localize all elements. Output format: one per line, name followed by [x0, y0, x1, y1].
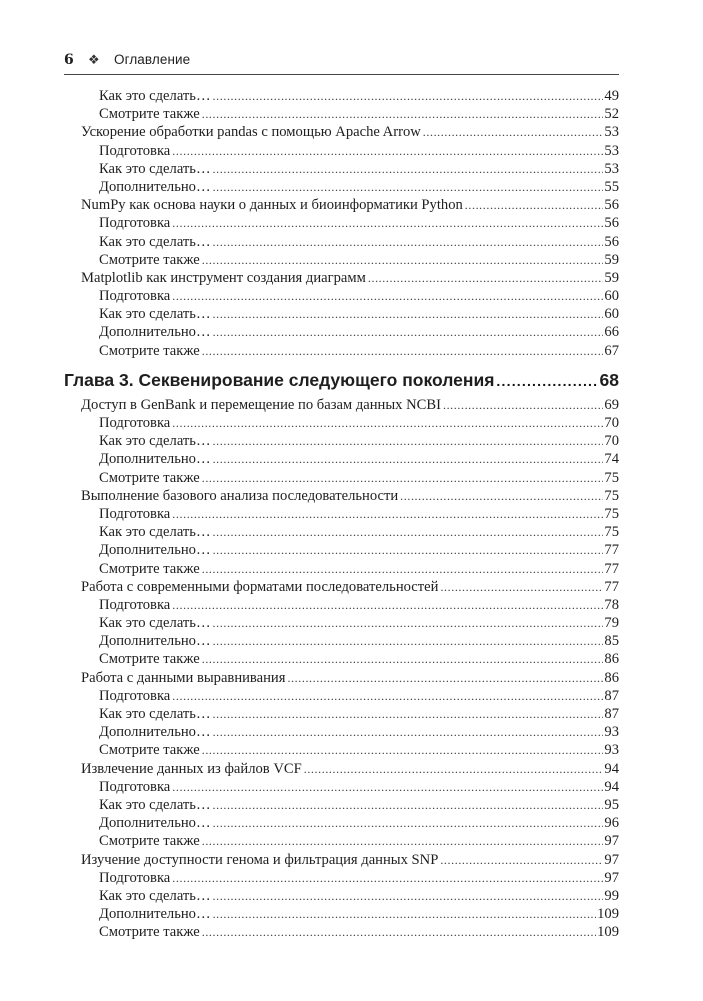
toc-entry-label: Подготовка — [99, 215, 171, 232]
toc-entry-label: Смотрите также — [99, 742, 200, 759]
toc-section-entry[interactable] — [64, 760, 619, 778]
toc-entry-label: Подготовка — [99, 415, 171, 431]
toc-subsection-entry[interactable] — [64, 251, 619, 269]
toc-subsection-entry[interactable] — [64, 142, 619, 160]
toc-entry-page: 85 — [604, 633, 619, 650]
toc-entry-label: Работа с данными выравнивания — [81, 669, 286, 686]
toc-subsection-entry[interactable] — [64, 905, 619, 923]
toc-entry-page: 87 — [604, 687, 619, 704]
toc-entry-page: 52 — [604, 106, 619, 123]
dot-leader — [172, 596, 603, 614]
toc-entry-label: Как это сделать… — [99, 796, 211, 813]
toc-entry-label: Как это сделать… — [99, 88, 211, 104]
toc-subsection-entry[interactable] — [64, 596, 619, 614]
dot-leader — [465, 196, 604, 214]
toc-subsection-entry[interactable] — [64, 741, 619, 759]
dot-leader — [172, 414, 603, 432]
ornament-icon: ❖ — [88, 52, 100, 67]
toc-subsection-entry[interactable] — [64, 869, 619, 887]
toc-subsection-entry[interactable] — [64, 723, 619, 741]
toc-entry-label: Дополнительно… — [99, 815, 211, 832]
dot-leader — [440, 851, 603, 869]
dot-leader — [496, 367, 598, 395]
dot-leader — [172, 778, 603, 796]
toc-section-entry[interactable] — [64, 196, 619, 214]
toc-subsection-entry[interactable] — [64, 650, 619, 668]
toc-chapter-entry[interactable] — [64, 366, 619, 394]
toc-entry-page: 53 — [604, 142, 619, 159]
dot-leader — [443, 396, 603, 414]
toc-subsection-entry[interactable] — [64, 178, 619, 196]
dot-leader — [213, 887, 604, 905]
toc-section-entry[interactable] — [64, 578, 619, 596]
header-rule — [64, 74, 619, 75]
toc-subsection-entry[interactable] — [64, 614, 619, 632]
toc-entry-label: Смотрите также — [99, 560, 200, 577]
toc-entry-label: Смотрите также — [99, 251, 200, 268]
toc-subsection-entry[interactable] — [64, 687, 619, 705]
toc-entry-page: 79 — [604, 615, 619, 632]
toc-subsection-entry[interactable] — [64, 832, 619, 850]
toc-entry-page: 56 — [604, 197, 619, 214]
toc-entry-page: 69 — [604, 396, 619, 413]
dot-leader — [213, 705, 604, 723]
toc-entry-label: Смотрите также — [99, 924, 200, 941]
toc-entry-page: 49 — [604, 88, 619, 104]
toc-entry-page: 95 — [604, 796, 619, 813]
dot-leader — [172, 214, 603, 232]
toc-entry-page: 97 — [604, 851, 619, 868]
dot-leader — [304, 760, 604, 778]
toc-section-entry[interactable] — [64, 851, 619, 869]
toc-entry-label: Смотрите также — [99, 106, 200, 123]
dot-leader — [202, 342, 604, 360]
toc-subsection-entry[interactable] — [64, 105, 619, 123]
toc-subsection-entry[interactable] — [64, 778, 619, 796]
toc-entry-page: 55 — [604, 178, 619, 195]
toc-entry-label: Дополнительно… — [99, 724, 211, 741]
toc-entry-label: Подготовка — [99, 142, 171, 159]
toc-entry-page: 96 — [604, 815, 619, 832]
toc-entry-page: 60 — [604, 288, 619, 305]
toc-entry-label: Подготовка — [99, 778, 171, 795]
toc-entry-label: Matplotlib как инструмент создания диаграмм — [81, 269, 366, 286]
dot-leader — [202, 251, 604, 269]
dot-leader — [202, 832, 604, 850]
dot-leader — [213, 178, 604, 196]
toc-entry-label: Дополнительно… — [99, 324, 211, 341]
dot-leader — [213, 323, 604, 341]
toc-entry-label: Как это сделать… — [99, 433, 211, 450]
toc-entry-label: Дополнительно… — [99, 451, 211, 468]
toc-subsection-entry[interactable] — [64, 432, 619, 450]
dot-leader — [202, 923, 596, 941]
running-title: Оглавление — [114, 52, 191, 67]
toc-subsection-entry[interactable] — [64, 814, 619, 832]
toc-subsection-entry[interactable] — [64, 414, 619, 432]
toc-subsection-entry[interactable] — [64, 323, 619, 341]
dot-leader — [202, 650, 604, 668]
toc-entry-page: 70 — [604, 415, 619, 431]
toc-subsection-entry[interactable] — [64, 632, 619, 650]
toc-subsection-entry[interactable] — [64, 287, 619, 305]
toc-entry-page: 78 — [604, 596, 619, 613]
toc-subsection-entry[interactable] — [64, 469, 619, 487]
toc-section-entry[interactable] — [64, 669, 619, 687]
dot-leader — [213, 233, 604, 251]
toc-subsection-entry[interactable] — [64, 796, 619, 814]
dot-leader — [172, 142, 603, 160]
toc-entry-page: 77 — [604, 542, 619, 559]
toc-entry-label: Как это сделать… — [99, 233, 211, 250]
toc-entry-page: 75 — [604, 469, 619, 486]
toc-subsection-entry[interactable] — [64, 214, 619, 232]
toc-entry-label: Подготовка — [99, 505, 171, 522]
dot-leader — [213, 905, 597, 923]
toc-entry-page: 59 — [604, 269, 619, 286]
toc-entry-page: 109 — [597, 924, 619, 941]
toc-entry-label: Ускорение обработки pandas с помощью Apache Arrow — [81, 124, 421, 141]
toc-entry-page: 74 — [604, 451, 619, 468]
toc-entry-label: Подготовка — [99, 288, 171, 305]
toc-entry-label: Как это сделать… — [99, 524, 211, 541]
toc-entry-page: 56 — [604, 233, 619, 250]
dot-leader — [213, 814, 604, 832]
dot-leader — [202, 741, 604, 759]
toc-entry-label: Дополнительно… — [99, 178, 211, 195]
toc-subsection-entry[interactable] — [64, 505, 619, 523]
toc-entry-page: 60 — [604, 306, 619, 323]
toc-entry-label: NumPy как основа науки о данных и биоинформатики Python — [81, 197, 463, 214]
toc-entry-page: 75 — [604, 487, 619, 504]
toc-section-entry[interactable] — [64, 123, 619, 141]
toc-section-entry[interactable] — [64, 487, 619, 505]
toc-entry-label: Как это сделать… — [99, 160, 211, 177]
toc-entry-page: 70 — [604, 433, 619, 450]
toc-entry-label: Дополнительно… — [99, 906, 211, 923]
running-header — [64, 52, 619, 74]
toc-section-entry[interactable] — [64, 396, 619, 414]
toc-subsection-entry[interactable] — [64, 887, 619, 905]
toc-subsection-entry[interactable] — [64, 87, 619, 105]
toc-entry-page: 56 — [604, 215, 619, 232]
dot-leader — [172, 687, 603, 705]
toc-entry-page: 93 — [604, 724, 619, 741]
toc-entry-page: 67 — [604, 342, 619, 359]
dot-leader — [213, 87, 604, 105]
toc-entry-page: 75 — [604, 505, 619, 522]
toc-entry-page: 109 — [597, 906, 619, 923]
dot-leader — [440, 578, 603, 596]
dot-leader — [287, 669, 603, 687]
dot-leader — [400, 487, 603, 505]
toc-entry-page: 97 — [604, 833, 619, 850]
dot-leader — [213, 796, 604, 814]
toc-subsection-entry[interactable] — [64, 705, 619, 723]
toc-entry-label: Как это сделать… — [99, 706, 211, 722]
toc-entry-page: 86 — [604, 669, 619, 686]
toc-subsection-entry[interactable] — [64, 305, 619, 323]
dot-leader — [213, 432, 604, 450]
toc-entry-label: Смотрите также — [99, 342, 200, 359]
toc-entry-page: 94 — [604, 778, 619, 795]
toc-entry-page: 97 — [604, 869, 619, 886]
toc-entry-label: Изучение доступности генома и фильтрация данных SNP — [81, 851, 439, 868]
toc-entry-page: 77 — [604, 578, 619, 595]
toc-subsection-entry[interactable] — [64, 160, 619, 178]
toc-entry-label: Доступ в GenBank и перемещение по базам данных NCBI — [81, 396, 441, 413]
dot-leader — [213, 723, 604, 741]
toc-entry-page: 86 — [604, 651, 619, 668]
dot-leader — [213, 541, 604, 559]
dot-leader — [213, 305, 604, 323]
toc-entry-page: 93 — [604, 742, 619, 759]
dot-leader — [202, 469, 604, 487]
toc-entry-page: 87 — [604, 706, 619, 722]
toc-entry-label: Как это сделать… — [99, 306, 211, 323]
toc-entry-page: 59 — [604, 251, 619, 268]
toc-entry-label: Извлечение данных из файлов VCF — [81, 760, 302, 777]
toc-subsection-entry[interactable] — [64, 342, 619, 360]
toc-entry-page: 53 — [604, 124, 619, 141]
toc-subsection-entry[interactable] — [64, 560, 619, 578]
dot-leader — [202, 560, 604, 578]
toc-entry-label: Смотрите также — [99, 651, 200, 668]
toc-entry-label: Смотрите также — [99, 469, 200, 486]
dot-leader — [213, 450, 604, 468]
toc-entry-page: 68 — [599, 369, 619, 390]
toc-entry-label: Выполнение базового анализа последовательности — [81, 487, 399, 504]
dot-leader — [213, 632, 604, 650]
toc-subsection-entry[interactable] — [64, 523, 619, 541]
toc-section-entry[interactable] — [64, 269, 619, 287]
toc-entry-page: 53 — [604, 160, 619, 177]
dot-leader — [213, 160, 604, 178]
toc-entry-label: Подготовка — [99, 596, 171, 613]
dot-leader — [172, 505, 603, 523]
toc-subsection-entry[interactable] — [64, 541, 619, 559]
toc-entry-page: 77 — [604, 560, 619, 577]
toc-entry-label: Дополнительно… — [99, 633, 211, 650]
toc-entry-page: 94 — [604, 760, 619, 777]
toc-entry-label: Подготовка — [99, 869, 171, 886]
toc-entry-label: Как это сделать… — [99, 887, 211, 904]
toc-subsection-entry[interactable] — [64, 923, 619, 941]
toc-entry-label: Подготовка — [99, 687, 171, 704]
toc-entry-label: Работа с современными форматами последовательностей — [81, 578, 439, 595]
toc-entry-label: Смотрите также — [99, 833, 200, 850]
toc-subsection-entry[interactable] — [64, 233, 619, 251]
dot-leader — [213, 523, 604, 541]
toc-entry-label: Глава 3. Секвенирование следующего поколения — [64, 369, 495, 390]
page-number: 6 — [64, 52, 74, 68]
toc-subsection-entry[interactable] — [64, 450, 619, 468]
dot-leader — [423, 123, 604, 141]
toc-entry-page: 66 — [604, 324, 619, 341]
toc-entry-label: Дополнительно… — [99, 542, 211, 559]
toc-entry-page: 99 — [604, 887, 619, 904]
dot-leader — [172, 869, 603, 887]
dot-leader — [202, 105, 604, 123]
dot-leader — [172, 287, 603, 305]
toc-entry-page: 75 — [604, 524, 619, 541]
table-of-contents — [64, 87, 619, 941]
dot-leader — [213, 614, 604, 632]
toc-entry-label: Как это сделать… — [99, 615, 211, 632]
dot-leader — [368, 269, 604, 287]
